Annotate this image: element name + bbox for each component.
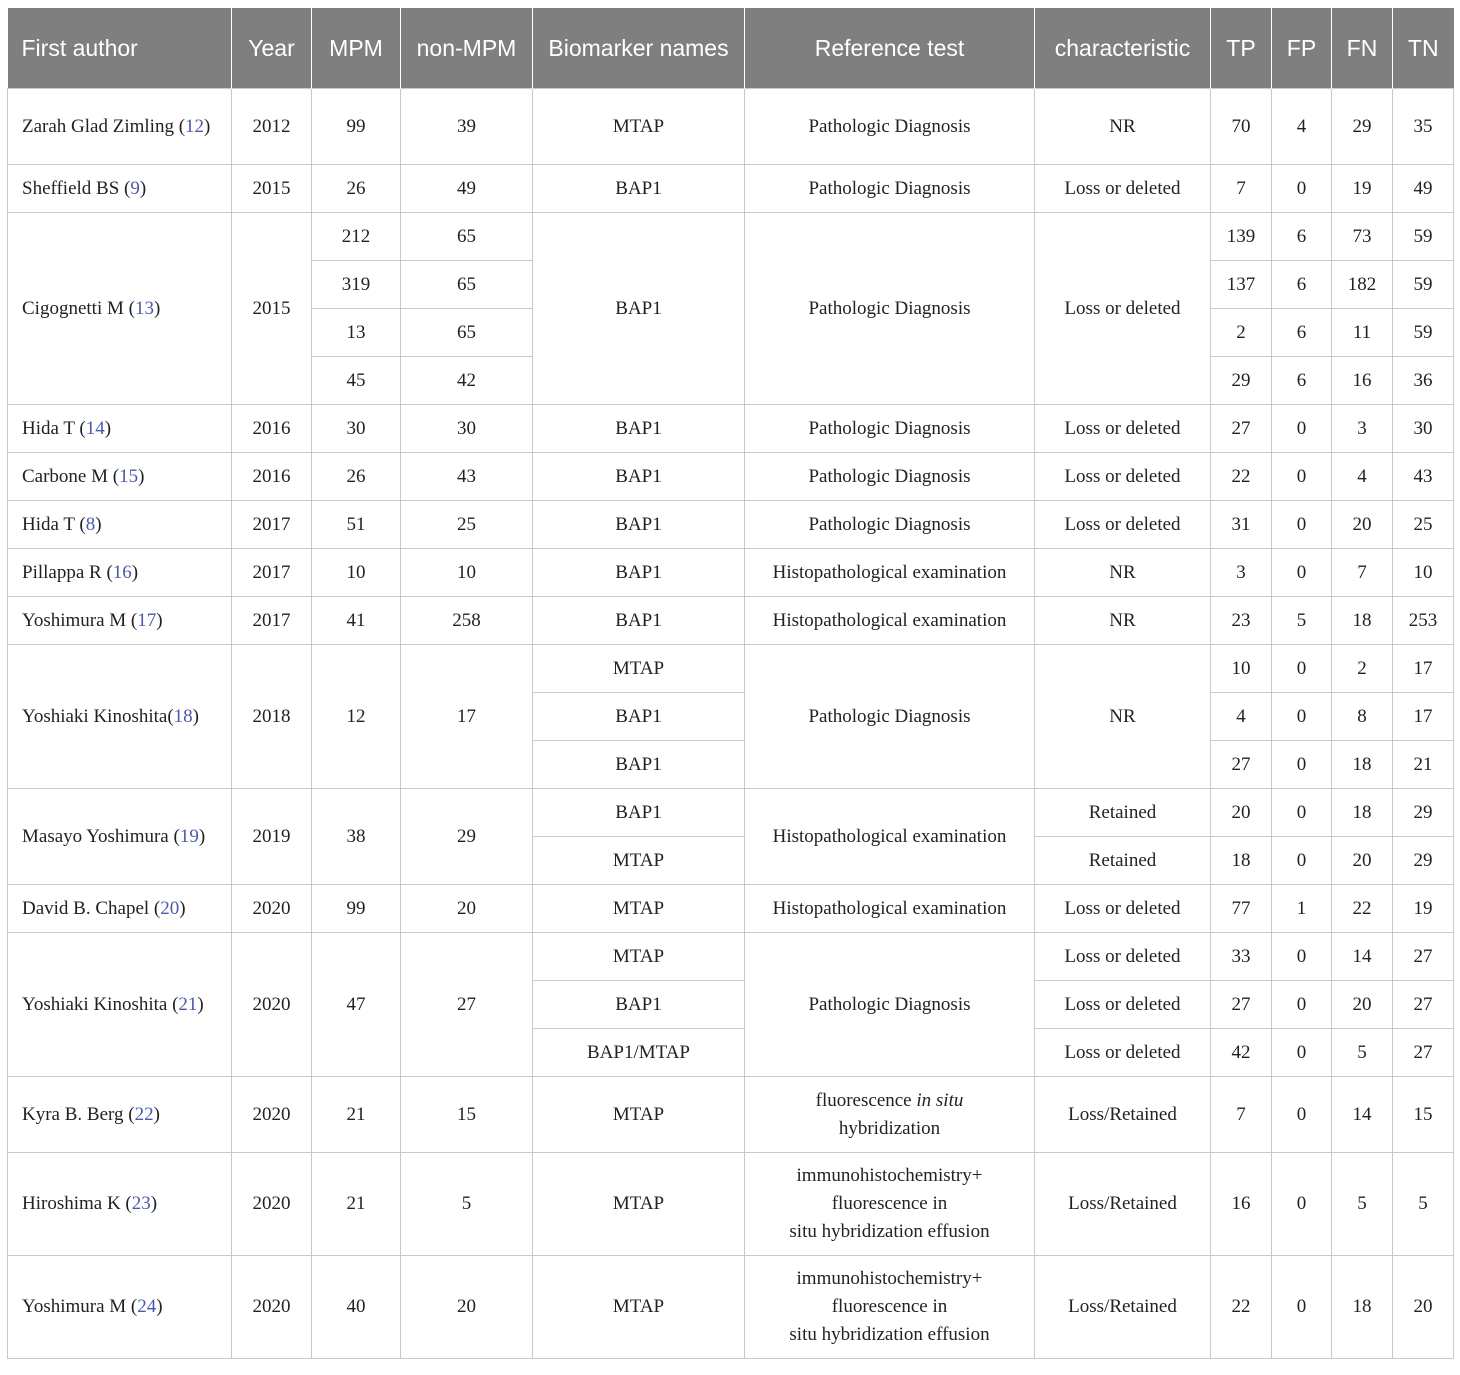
mpm-cell: 21 <box>312 1077 401 1153</box>
tp-cell: 29 <box>1211 357 1272 405</box>
reference-test-cell: Pathologic Diagnosis <box>745 645 1035 789</box>
year-cell: 2018 <box>232 645 312 789</box>
header-fp: FP <box>1272 8 1332 89</box>
author-cell: Hida T (8) <box>8 501 232 549</box>
characteristic-cell: Loss or deleted <box>1035 501 1211 549</box>
reference-test-cell: Histopathological examination <box>745 885 1035 933</box>
header-mpm: MPM <box>312 8 401 89</box>
tn-cell: 29 <box>1393 789 1454 837</box>
biomarker-cell: BAP1 <box>533 501 745 549</box>
mpm-cell: 99 <box>312 885 401 933</box>
fp-cell: 0 <box>1272 1153 1332 1256</box>
non-mpm-cell: 42 <box>401 357 533 405</box>
non-mpm-cell: 65 <box>401 309 533 357</box>
biomarker-cell: MTAP <box>533 1077 745 1153</box>
reference-test-cell: Pathologic Diagnosis <box>745 453 1035 501</box>
fn-cell: 4 <box>1332 453 1393 501</box>
characteristic-cell: NR <box>1035 549 1211 597</box>
reference-test-cell: Pathologic Diagnosis <box>745 933 1035 1077</box>
non-mpm-cell: 20 <box>401 885 533 933</box>
non-mpm-cell: 17 <box>401 645 533 789</box>
mpm-cell: 12 <box>312 645 401 789</box>
fp-cell: 4 <box>1272 89 1332 165</box>
table-row <box>8 885 1454 933</box>
tn-cell: 35 <box>1393 89 1454 165</box>
year-cell: 2020 <box>232 933 312 1077</box>
fp-cell: 6 <box>1272 357 1332 405</box>
reference-test-cell: Histopathological examination <box>745 549 1035 597</box>
mpm-cell: 319 <box>312 261 401 309</box>
tn-cell: 15 <box>1393 1077 1454 1153</box>
header-fn: FN <box>1332 8 1393 89</box>
biomarker-cell: MTAP <box>533 89 745 165</box>
tp-cell: 23 <box>1211 597 1272 645</box>
characteristic-cell: Loss or deleted <box>1035 981 1211 1029</box>
fp-cell: 6 <box>1272 309 1332 357</box>
year-cell: 2017 <box>232 549 312 597</box>
fp-cell: 0 <box>1272 981 1332 1029</box>
reference-test-cell: fluorescence in situ hybridization <box>745 1077 1035 1153</box>
table-row <box>8 1077 1454 1153</box>
table-row <box>8 453 1454 501</box>
reference-link[interactable]: 12 <box>185 115 205 137</box>
biomarker-cell: MTAP <box>533 645 745 693</box>
tp-cell: 20 <box>1211 789 1272 837</box>
fn-cell: 19 <box>1332 165 1393 213</box>
fn-cell: 22 <box>1332 885 1393 933</box>
biomarker-cell: MTAP <box>533 933 745 981</box>
reference-link[interactable]: 13 <box>134 297 154 319</box>
tp-cell: 33 <box>1211 933 1272 981</box>
author-cell: Pillappa R (16) <box>8 549 232 597</box>
tp-cell: 27 <box>1211 405 1272 453</box>
fp-cell: 6 <box>1272 213 1332 261</box>
fn-cell: 18 <box>1332 597 1393 645</box>
table-row <box>8 1153 1454 1256</box>
reference-link[interactable]: 20 <box>160 897 180 919</box>
reference-link[interactable]: 15 <box>119 465 139 487</box>
reference-link[interactable]: 19 <box>179 825 199 847</box>
tp-cell: 2 <box>1211 309 1272 357</box>
biomarker-cell: BAP1 <box>533 693 745 741</box>
fp-cell: 0 <box>1272 645 1332 693</box>
author-cell: Carbone M (15) <box>8 453 232 501</box>
non-mpm-cell: 65 <box>401 213 533 261</box>
header-characteristic: characteristic <box>1035 8 1211 89</box>
header-reference-test: Reference test <box>745 8 1035 89</box>
biomarker-cell: BAP1 <box>533 213 745 405</box>
author-cell: David B. Chapel (20) <box>8 885 232 933</box>
non-mpm-cell: 27 <box>401 933 533 1077</box>
mpm-cell: 26 <box>312 453 401 501</box>
table-row <box>8 933 1454 981</box>
biomarker-cell: MTAP <box>533 1153 745 1256</box>
characteristic-cell: Loss/Retained <box>1035 1256 1211 1359</box>
biomarker-cell: BAP1/MTAP <box>533 1029 745 1077</box>
fn-cell: 5 <box>1332 1029 1393 1077</box>
biomarker-cell: BAP1 <box>533 405 745 453</box>
characteristic-cell: Retained <box>1035 789 1211 837</box>
fp-cell: 0 <box>1272 453 1332 501</box>
header-year: Year <box>232 8 312 89</box>
table-row <box>8 1256 1454 1359</box>
tp-cell: 31 <box>1211 501 1272 549</box>
characteristic-cell: NR <box>1035 645 1211 789</box>
author-cell: Zarah Glad Zimling (12) <box>8 89 232 165</box>
non-mpm-cell: 20 <box>401 1256 533 1359</box>
non-mpm-cell: 258 <box>401 597 533 645</box>
reference-link[interactable]: 22 <box>134 1103 154 1125</box>
biomarker-cell: MTAP <box>533 837 745 885</box>
non-mpm-cell: 43 <box>401 453 533 501</box>
fn-cell: 20 <box>1332 981 1393 1029</box>
year-cell: 2020 <box>232 1256 312 1359</box>
fp-cell: 0 <box>1272 405 1332 453</box>
biomarker-cell: BAP1 <box>533 453 745 501</box>
non-mpm-cell: 5 <box>401 1153 533 1256</box>
biomarker-cell: BAP1 <box>533 549 745 597</box>
mpm-cell: 21 <box>312 1153 401 1256</box>
tp-cell: 27 <box>1211 741 1272 789</box>
tn-cell: 17 <box>1393 693 1454 741</box>
reference-test-cell: Histopathological examination <box>745 597 1035 645</box>
table-row <box>8 501 1454 549</box>
non-mpm-cell: 10 <box>401 549 533 597</box>
reference-test-cell: Pathologic Diagnosis <box>745 501 1035 549</box>
fp-cell: 0 <box>1272 549 1332 597</box>
year-cell: 2020 <box>232 1077 312 1153</box>
mpm-cell: 13 <box>312 309 401 357</box>
year-cell: 2015 <box>232 165 312 213</box>
mpm-cell: 41 <box>312 597 401 645</box>
year-cell: 2017 <box>232 597 312 645</box>
tp-cell: 7 <box>1211 1077 1272 1153</box>
biomarker-cell: BAP1 <box>533 165 745 213</box>
reference-link[interactable]: 23 <box>131 1193 151 1214</box>
author-cell: Yoshiaki Kinoshita (21) <box>8 933 232 1077</box>
non-mpm-cell: 25 <box>401 501 533 549</box>
header-first-author: First author <box>8 8 232 89</box>
header-row <box>8 8 1454 89</box>
fn-cell: 18 <box>1332 741 1393 789</box>
header-tp: TP <box>1211 8 1272 89</box>
reference-link[interactable]: 18 <box>173 705 193 727</box>
tn-cell: 253 <box>1393 597 1454 645</box>
fn-cell: 11 <box>1332 309 1393 357</box>
year-cell: 2012 <box>232 89 312 165</box>
fp-cell: 0 <box>1272 1029 1332 1077</box>
reference-test-cell: Histopathological examination <box>745 789 1035 885</box>
fp-cell: 0 <box>1272 837 1332 885</box>
author-cell: Yoshimura M (24) <box>8 1256 232 1359</box>
fn-cell: 7 <box>1332 549 1393 597</box>
tn-cell: 19 <box>1393 885 1454 933</box>
fn-cell: 182 <box>1332 261 1393 309</box>
table-row <box>8 645 1454 693</box>
tp-cell: 18 <box>1211 837 1272 885</box>
mpm-cell: 38 <box>312 789 401 885</box>
tn-cell: 5 <box>1393 1153 1454 1256</box>
reference-link[interactable]: 16 <box>112 561 132 583</box>
tp-cell: 42 <box>1211 1029 1272 1077</box>
fp-cell: 0 <box>1272 1256 1332 1359</box>
mpm-cell: 99 <box>312 89 401 165</box>
fp-cell: 0 <box>1272 789 1332 837</box>
tn-cell: 27 <box>1393 981 1454 1029</box>
mpm-cell: 212 <box>312 213 401 261</box>
tn-cell: 36 <box>1393 357 1454 405</box>
fn-cell: 73 <box>1332 213 1393 261</box>
mpm-cell: 40 <box>312 1256 401 1359</box>
reference-test-cell: Pathologic Diagnosis <box>745 213 1035 405</box>
fn-cell: 8 <box>1332 693 1393 741</box>
tn-cell: 10 <box>1393 549 1454 597</box>
non-mpm-cell: 39 <box>401 89 533 165</box>
year-cell: 2020 <box>232 1153 312 1256</box>
biomarker-cell: MTAP <box>533 885 745 933</box>
fp-cell: 0 <box>1272 933 1332 981</box>
header-non-mpm: non-MPM <box>401 8 533 89</box>
characteristic-cell: NR <box>1035 597 1211 645</box>
biomarker-cell: BAP1 <box>533 741 745 789</box>
fn-cell: 5 <box>1332 1153 1393 1256</box>
fn-cell: 18 <box>1332 789 1393 837</box>
author-cell: Yoshiaki Kinoshita(18) <box>8 645 232 789</box>
reference-test-cell: Pathologic Diagnosis <box>745 165 1035 213</box>
tn-cell: 20 <box>1393 1256 1454 1359</box>
mpm-cell: 30 <box>312 405 401 453</box>
header-tn: TN <box>1393 8 1454 89</box>
reference-link[interactable]: 21 <box>178 993 198 1015</box>
biomarker-cell: BAP1 <box>533 597 745 645</box>
year-cell: 2016 <box>232 453 312 501</box>
characteristic-cell: Loss/Retained <box>1035 1153 1211 1256</box>
characteristic-cell: Loss or deleted <box>1035 885 1211 933</box>
mpm-cell: 10 <box>312 549 401 597</box>
fn-cell: 3 <box>1332 405 1393 453</box>
biomarker-cell: BAP1 <box>533 789 745 837</box>
fp-cell: 0 <box>1272 501 1332 549</box>
characteristic-cell: Loss or deleted <box>1035 453 1211 501</box>
tp-cell: 22 <box>1211 453 1272 501</box>
tn-cell: 27 <box>1393 1029 1454 1077</box>
characteristic-cell: Loss or deleted <box>1035 1029 1211 1077</box>
reference-link[interactable]: 17 <box>137 609 157 631</box>
tp-cell: 22 <box>1211 1256 1272 1359</box>
year-cell: 2020 <box>232 885 312 933</box>
author-cell: Cigognetti M (13) <box>8 213 232 405</box>
tp-cell: 77 <box>1211 885 1272 933</box>
mpm-cell: 26 <box>312 165 401 213</box>
tn-cell: 17 <box>1393 645 1454 693</box>
fp-cell: 0 <box>1272 741 1332 789</box>
tp-cell: 3 <box>1211 549 1272 597</box>
reference-test-cell: Pathologic Diagnosis <box>745 405 1035 453</box>
biomarker-cell: MTAP <box>533 1256 745 1359</box>
fp-cell: 0 <box>1272 693 1332 741</box>
studies-table <box>7 8 1454 1359</box>
author-cell: Yoshimura M (17) <box>8 597 232 645</box>
characteristic-cell: Loss or deleted <box>1035 165 1211 213</box>
table-container <box>7 8 1454 1359</box>
tp-cell: 16 <box>1211 1153 1272 1256</box>
reference-link[interactable]: 9 <box>130 177 140 199</box>
tn-cell: 59 <box>1393 261 1454 309</box>
characteristic-cell: Loss or deleted <box>1035 405 1211 453</box>
mpm-cell: 45 <box>312 357 401 405</box>
fn-cell: 16 <box>1332 357 1393 405</box>
author-cell: Masayo Yoshimura (19) <box>8 789 232 885</box>
tn-cell: 59 <box>1393 213 1454 261</box>
non-mpm-cell: 65 <box>401 261 533 309</box>
tn-cell: 43 <box>1393 453 1454 501</box>
non-mpm-cell: 29 <box>401 789 533 885</box>
mpm-cell: 51 <box>312 501 401 549</box>
author-cell: Kyra B. Berg (22) <box>8 1077 232 1153</box>
header-biomarker-names: Biomarker names <box>533 8 745 89</box>
fn-cell: 18 <box>1332 1256 1393 1359</box>
reference-test-cell: immunohistochemistry+ fluorescence in situ hybridization effusion <box>745 1153 1035 1256</box>
tn-cell: 49 <box>1393 165 1454 213</box>
tp-cell: 137 <box>1211 261 1272 309</box>
table-row <box>8 89 1454 165</box>
tn-cell: 30 <box>1393 405 1454 453</box>
fp-cell: 6 <box>1272 261 1332 309</box>
biomarker-cell: BAP1 <box>533 981 745 1029</box>
characteristic-cell: Retained <box>1035 837 1211 885</box>
reference-link[interactable]: 14 <box>85 417 105 439</box>
year-cell: 2017 <box>232 501 312 549</box>
year-cell: 2016 <box>232 405 312 453</box>
mpm-cell: 47 <box>312 933 401 1077</box>
table-row <box>8 165 1454 213</box>
year-cell: 2015 <box>232 213 312 405</box>
fn-cell: 29 <box>1332 89 1393 165</box>
reference-test-cell: immunohistochemistry+ fluorescence in situ hybridization effusion <box>745 1256 1035 1359</box>
tp-cell: 4 <box>1211 693 1272 741</box>
fp-cell: 0 <box>1272 1077 1332 1153</box>
table-row <box>8 789 1454 837</box>
characteristic-cell: Loss or deleted <box>1035 213 1211 405</box>
author-cell: Sheffield BS (9) <box>8 165 232 213</box>
author-cell: Hiroshima K (23) <box>8 1153 232 1256</box>
fp-cell: 0 <box>1272 165 1332 213</box>
tn-cell: 21 <box>1393 741 1454 789</box>
tp-cell: 7 <box>1211 165 1272 213</box>
tn-cell: 29 <box>1393 837 1454 885</box>
tp-cell: 10 <box>1211 645 1272 693</box>
author-cell: Hida T (14) <box>8 405 232 453</box>
fn-cell: 14 <box>1332 933 1393 981</box>
reference-link[interactable]: 8 <box>85 513 96 535</box>
year-cell: 2019 <box>232 789 312 885</box>
fn-cell: 2 <box>1332 645 1393 693</box>
tp-cell: 27 <box>1211 981 1272 1029</box>
fn-cell: 20 <box>1332 501 1393 549</box>
fp-cell: 1 <box>1272 885 1332 933</box>
reference-test-cell: Pathologic Diagnosis <box>745 89 1035 165</box>
tn-cell: 27 <box>1393 933 1454 981</box>
non-mpm-cell: 30 <box>401 405 533 453</box>
characteristic-cell: Loss/Retained <box>1035 1077 1211 1153</box>
fn-cell: 20 <box>1332 837 1393 885</box>
fn-cell: 14 <box>1332 1077 1393 1153</box>
table-row <box>8 213 1454 261</box>
characteristic-cell: Loss or deleted <box>1035 933 1211 981</box>
non-mpm-cell: 15 <box>401 1077 533 1153</box>
tp-cell: 70 <box>1211 89 1272 165</box>
table-row <box>8 597 1454 645</box>
fp-cell: 5 <box>1272 597 1332 645</box>
tp-cell: 139 <box>1211 213 1272 261</box>
reference-link[interactable]: 24 <box>137 1296 157 1317</box>
table-row <box>8 549 1454 597</box>
tn-cell: 59 <box>1393 309 1454 357</box>
table-row <box>8 405 1454 453</box>
non-mpm-cell: 49 <box>401 165 533 213</box>
characteristic-cell: NR <box>1035 89 1211 165</box>
tn-cell: 25 <box>1393 501 1454 549</box>
